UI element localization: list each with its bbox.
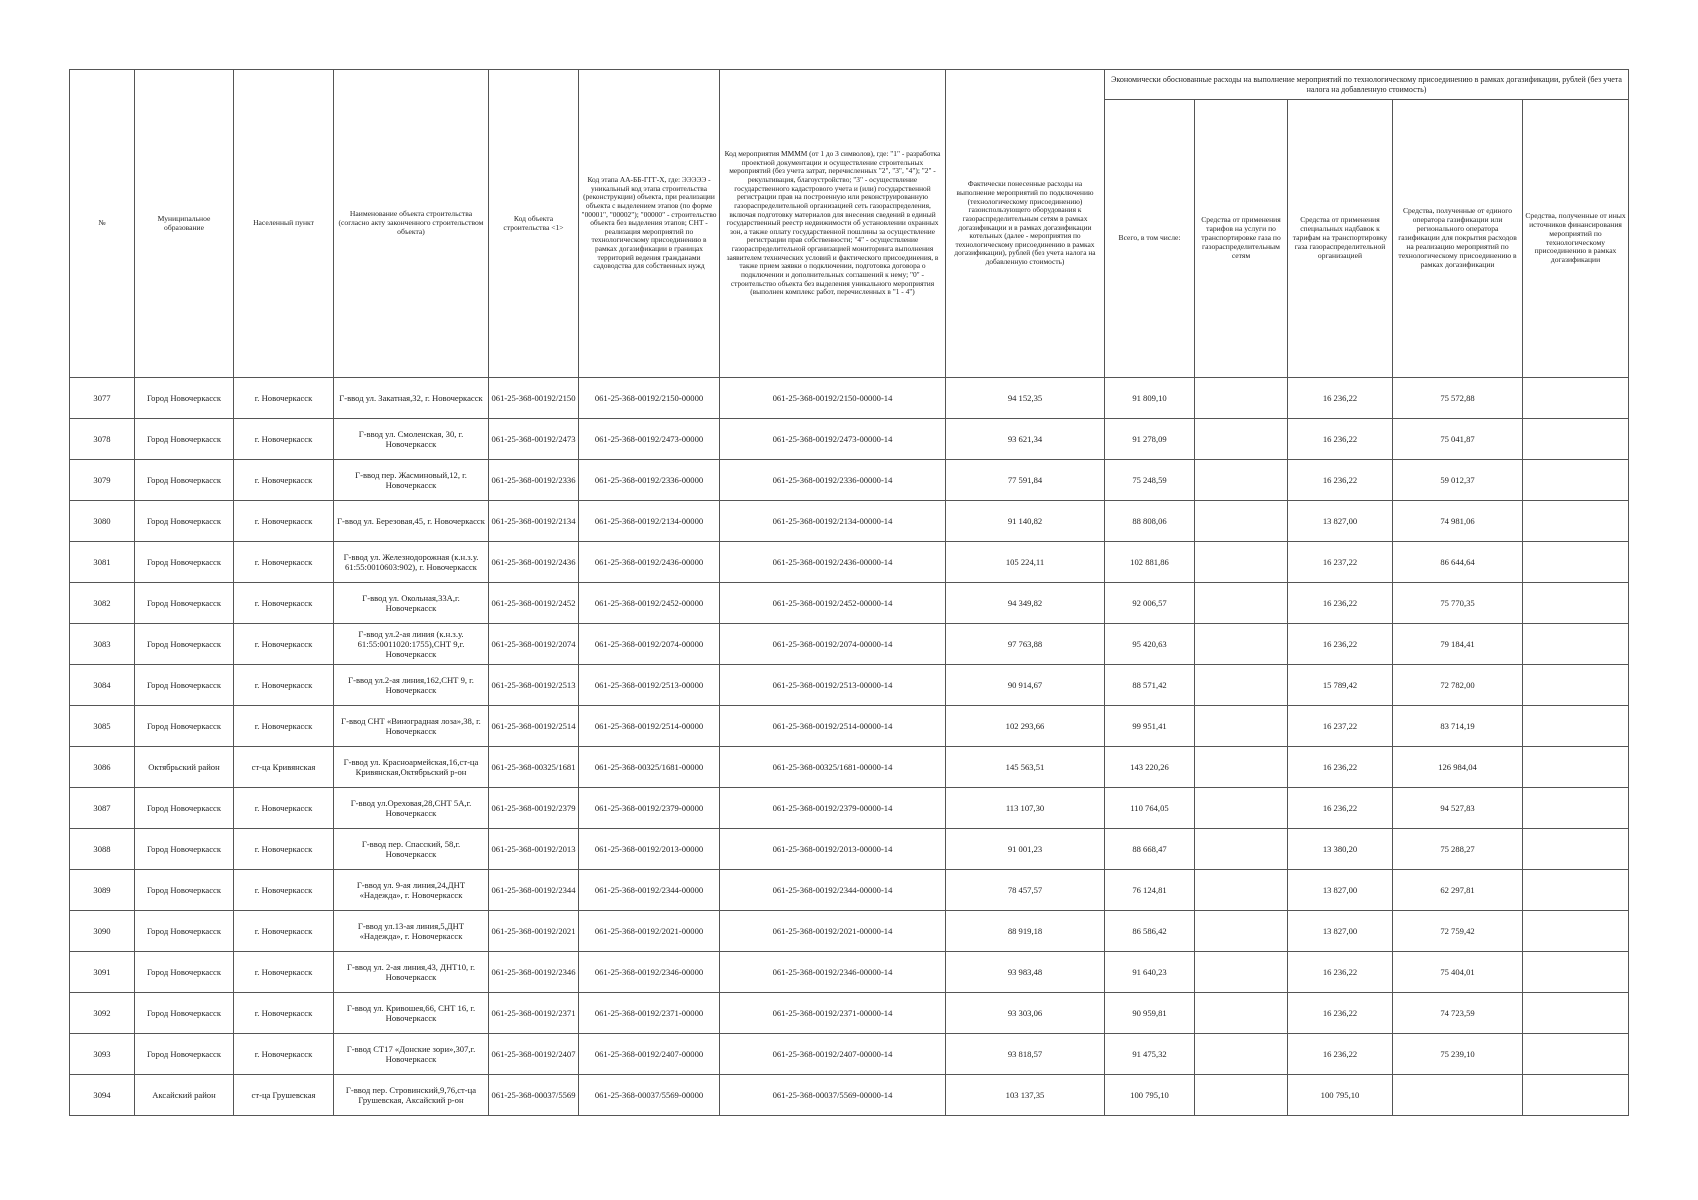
table-row bbox=[70, 460, 1629, 501]
header-surcharge-funds: Средства от применения специальных надбавок к тарифам на транспортировку газа газораспределительной организацией bbox=[1288, 100, 1393, 378]
object-name-cell: Г-ввод пер. Спасский, 58,г. Новочеркасск bbox=[334, 829, 489, 870]
settlement-cell: г. Новочеркасск bbox=[234, 501, 334, 542]
object-code-cell: 061-25-368-00192/2150 bbox=[489, 378, 579, 419]
object-code-cell: 061-25-368-00192/2336 bbox=[489, 460, 579, 501]
operator-funds-cell: 75 239,10 bbox=[1393, 1034, 1523, 1075]
operator-funds-cell: 75 288,27 bbox=[1393, 829, 1523, 870]
stage-code-cell: 061-25-368-00192/2134-00000 bbox=[579, 501, 720, 542]
row-number: 3085 bbox=[70, 706, 135, 747]
total-cell: 76 124,81 bbox=[1105, 870, 1195, 911]
total-cell: 91 278,09 bbox=[1105, 419, 1195, 460]
object-code-cell: 061-25-368-00325/1681 bbox=[489, 747, 579, 788]
row-number: 3094 bbox=[70, 1075, 135, 1116]
activity-code-cell: 061-25-368-00192/2379-00000-14 bbox=[720, 788, 946, 829]
settlement-cell: г. Новочеркасск bbox=[234, 993, 334, 1034]
row-number: 3077 bbox=[70, 378, 135, 419]
tariff-funds-cell bbox=[1195, 542, 1288, 583]
activity-code-cell: 061-25-368-00192/2371-00000-14 bbox=[720, 993, 946, 1034]
operator-funds-cell: 86 644,64 bbox=[1393, 542, 1523, 583]
actual-costs-cell: 94 152,35 bbox=[946, 378, 1105, 419]
object-name-cell: Г-ввод пер. Стровинский,9,76,ст-ца Грушевская, Аксайский р-он bbox=[334, 1075, 489, 1116]
other-funds-cell bbox=[1523, 378, 1629, 419]
row-number: 3091 bbox=[70, 952, 135, 993]
other-funds-cell bbox=[1523, 870, 1629, 911]
operator-funds-cell: 75 572,88 bbox=[1393, 378, 1523, 419]
surcharge-funds-cell: 13 827,00 bbox=[1288, 501, 1393, 542]
operator-funds-cell bbox=[1393, 1075, 1523, 1116]
settlement-cell: ст-ца Грушевская bbox=[234, 1075, 334, 1116]
object-name-cell: Г-ввод ул. 9-ая линия,24,ДНТ «Надежда», г. Новочеркасск bbox=[334, 870, 489, 911]
header-object-code: Код объекта строительства <1> bbox=[489, 70, 579, 378]
actual-costs-cell: 102 293,66 bbox=[946, 706, 1105, 747]
other-funds-cell bbox=[1523, 747, 1629, 788]
municipality-cell: Город Новочеркасск bbox=[135, 911, 234, 952]
table-row bbox=[70, 952, 1629, 993]
stage-code-cell: 061-25-368-00325/1681-00000 bbox=[579, 747, 720, 788]
object-name-cell: Г-ввод ул. Красноармейская,16,ст-ца Кривянская,Октябрьский р-он bbox=[334, 747, 489, 788]
total-cell: 92 006,57 bbox=[1105, 583, 1195, 624]
object-code-cell: 061-25-368-00192/2074 bbox=[489, 624, 579, 665]
surcharge-funds-cell: 13 827,00 bbox=[1288, 870, 1393, 911]
settlement-cell: г. Новочеркасск bbox=[234, 460, 334, 501]
municipality-cell: Город Новочеркасск bbox=[135, 583, 234, 624]
other-funds-cell bbox=[1523, 1034, 1629, 1075]
tariff-funds-cell bbox=[1195, 911, 1288, 952]
settlement-cell: г. Новочеркасск bbox=[234, 788, 334, 829]
actual-costs-cell: 93 303,06 bbox=[946, 993, 1105, 1034]
activity-code-cell: 061-25-368-00192/2407-00000-14 bbox=[720, 1034, 946, 1075]
object-name-cell: Г-ввод ул.13-ая линия,5,ДНТ «Надежда», г. Новочеркасск bbox=[334, 911, 489, 952]
tariff-funds-cell bbox=[1195, 419, 1288, 460]
row-number: 3084 bbox=[70, 665, 135, 706]
object-name-cell: Г-ввод СТ17 «Донские зори»,307,г. Новочеркасск bbox=[334, 1034, 489, 1075]
object-name-cell: Г-ввод ул. Березовая,45, г. Новочеркасск bbox=[334, 501, 489, 542]
table-row bbox=[70, 788, 1629, 829]
operator-funds-cell: 59 012,37 bbox=[1393, 460, 1523, 501]
other-funds-cell bbox=[1523, 952, 1629, 993]
actual-costs-cell: 103 137,35 bbox=[946, 1075, 1105, 1116]
actual-costs-cell: 78 457,57 bbox=[946, 870, 1105, 911]
object-code-cell: 061-25-368-00192/2346 bbox=[489, 952, 579, 993]
actual-costs-cell: 88 919,18 bbox=[946, 911, 1105, 952]
activity-code-cell: 061-25-368-00192/2436-00000-14 bbox=[720, 542, 946, 583]
actual-costs-cell: 93 983,48 bbox=[946, 952, 1105, 993]
settlement-cell: г. Новочеркасск bbox=[234, 1034, 334, 1075]
tariff-funds-cell bbox=[1195, 870, 1288, 911]
header-activity-code: Код мероприятия ММММ (от 1 до 3 символов), где: "1" - разработка проектной документации и осуществление строительных мероприятий (без учета затрат, перечисленных "2", "3", "4"); "2" - рекультивация, благоустройство; "3" - осуществление государственного кадастрового учета и (или) государственной регистрации прав на построенную или реконструированную газораспределительной организацией сеть газораспределения, включая подготовку материалов для внесения сведений в единый государственный реестр недвижимости об установлении охранных зон, а также оплату государственной пошлины за осуществление регистрации прав собственности; "4" - осуществление газораспределительной организацией мониторинга выполнения заявителем технических условий и фактического присоединения, в также прием заявки о подключении, подготовка договора о подключении и дополнительных соглашений к нему; "0" - строительство объекта без выделения уникального мероприятия (выполнен комплекс работ, перечисленных в "1 - 4") bbox=[720, 70, 946, 378]
row-number: 3093 bbox=[70, 1034, 135, 1075]
row-number: 3082 bbox=[70, 583, 135, 624]
table-row bbox=[70, 829, 1629, 870]
stage-code-cell: 061-25-368-00192/2513-00000 bbox=[579, 665, 720, 706]
municipality-cell: Город Новочеркасск bbox=[135, 1034, 234, 1075]
surcharge-funds-cell: 15 789,42 bbox=[1288, 665, 1393, 706]
other-funds-cell bbox=[1523, 993, 1629, 1034]
other-funds-cell bbox=[1523, 460, 1629, 501]
table-body bbox=[70, 378, 1629, 1116]
object-name-cell: Г-ввод СНТ «Виноградная лоза»,38, г. Новочеркасск bbox=[334, 706, 489, 747]
other-funds-cell bbox=[1523, 788, 1629, 829]
settlement-cell: г. Новочеркасск bbox=[234, 378, 334, 419]
activity-code-cell: 061-25-368-00192/2452-00000-14 bbox=[720, 583, 946, 624]
surcharge-funds-cell: 16 237,22 bbox=[1288, 706, 1393, 747]
table-row bbox=[70, 1034, 1629, 1075]
tariff-funds-cell bbox=[1195, 993, 1288, 1034]
object-name-cell: Г-ввод ул. Смоленская, 30, г. Новочеркасск bbox=[334, 419, 489, 460]
table-row bbox=[70, 993, 1629, 1034]
actual-costs-cell: 105 224,11 bbox=[946, 542, 1105, 583]
total-cell: 110 764,05 bbox=[1105, 788, 1195, 829]
header-operator-funds: Средства, полученные от единого оператора газификации или регионального оператора газификации для покрытия расходов на реализацию мероприятий по технологическому присоединению в рамках догазификации bbox=[1393, 100, 1523, 378]
municipality-cell: Город Новочеркасск bbox=[135, 665, 234, 706]
settlement-cell: г. Новочеркасск bbox=[234, 542, 334, 583]
total-cell: 102 881,86 bbox=[1105, 542, 1195, 583]
object-name-cell: Г-ввод ул. 2-ая линия,43, ДНТ10, г. Новочеркасск bbox=[334, 952, 489, 993]
operator-funds-cell: 94 527,83 bbox=[1393, 788, 1523, 829]
settlement-cell: г. Новочеркасск bbox=[234, 624, 334, 665]
surcharge-funds-cell: 13 380,20 bbox=[1288, 829, 1393, 870]
total-cell: 88 808,06 bbox=[1105, 501, 1195, 542]
tariff-funds-cell bbox=[1195, 378, 1288, 419]
actual-costs-cell: 93 621,34 bbox=[946, 419, 1105, 460]
header-justified-costs-group: Экономически обоснованные расходы на выполнение мероприятий по технологическому присоединению в рамках догазификации, рублей (без учета налога на добавленную стоимость) bbox=[1105, 70, 1629, 100]
stage-code-cell: 061-25-368-00192/2514-00000 bbox=[579, 706, 720, 747]
header-tariff-funds: Средства от применения тарифов на услуги по транспортировке газа по газораспределительным сетям bbox=[1195, 100, 1288, 378]
stage-code-cell: 061-25-368-00192/2346-00000 bbox=[579, 952, 720, 993]
municipality-cell: Город Новочеркасск bbox=[135, 993, 234, 1034]
settlement-cell: г. Новочеркасск bbox=[234, 829, 334, 870]
activity-code-cell: 061-25-368-00192/2074-00000-14 bbox=[720, 624, 946, 665]
object-code-cell: 061-25-368-00192/2344 bbox=[489, 870, 579, 911]
operator-funds-cell: 126 984,04 bbox=[1393, 747, 1523, 788]
tariff-funds-cell bbox=[1195, 665, 1288, 706]
surcharge-funds-cell: 16 236,22 bbox=[1288, 788, 1393, 829]
settlement-cell: г. Новочеркасск bbox=[234, 952, 334, 993]
row-number: 3090 bbox=[70, 911, 135, 952]
operator-funds-cell: 74 723,59 bbox=[1393, 993, 1523, 1034]
actual-costs-cell: 145 563,51 bbox=[946, 747, 1105, 788]
object-code-cell: 061-25-368-00192/2513 bbox=[489, 665, 579, 706]
other-funds-cell bbox=[1523, 542, 1629, 583]
activity-code-cell: 061-25-368-00192/2336-00000-14 bbox=[720, 460, 946, 501]
header-municipality: Муниципальное образование bbox=[135, 70, 234, 378]
stage-code-cell: 061-25-368-00192/2379-00000 bbox=[579, 788, 720, 829]
municipality-cell: Город Новочеркасск bbox=[135, 624, 234, 665]
other-funds-cell bbox=[1523, 665, 1629, 706]
row-number: 3087 bbox=[70, 788, 135, 829]
surcharge-funds-cell: 16 236,22 bbox=[1288, 952, 1393, 993]
table-row bbox=[70, 624, 1629, 665]
actual-costs-cell: 91 140,82 bbox=[946, 501, 1105, 542]
surcharge-funds-cell: 16 236,22 bbox=[1288, 747, 1393, 788]
row-number: 3083 bbox=[70, 624, 135, 665]
operator-funds-cell: 75 770,35 bbox=[1393, 583, 1523, 624]
table-row bbox=[70, 1075, 1629, 1116]
object-name-cell: Г-ввод ул.Ореховая,28,СНТ 5А,г. Новочеркасск bbox=[334, 788, 489, 829]
municipality-cell: Город Новочеркасск bbox=[135, 501, 234, 542]
header-settlement: Населенный пункт bbox=[234, 70, 334, 378]
total-cell: 100 795,10 bbox=[1105, 1075, 1195, 1116]
municipality-cell: Город Новочеркасск bbox=[135, 829, 234, 870]
activity-code-cell: 061-25-368-00192/2344-00000-14 bbox=[720, 870, 946, 911]
operator-funds-cell: 83 714,19 bbox=[1393, 706, 1523, 747]
row-number: 3092 bbox=[70, 993, 135, 1034]
header-actual-costs: Фактически понесенные расходы на выполнение мероприятий по подключению (технологическому присоединению) газоиспользующего оборудования к газораспределительным сетям в рамках догазификации и в рамках догазификации котельных (далее - мероприятия по технологическому присоединению в рамках догазификации), рублей (без учета налога на добавленную стоимость) bbox=[946, 70, 1105, 378]
operator-funds-cell: 72 782,00 bbox=[1393, 665, 1523, 706]
stage-code-cell: 061-25-368-00192/2473-00000 bbox=[579, 419, 720, 460]
table-row bbox=[70, 501, 1629, 542]
municipality-cell: Аксайский район bbox=[135, 1075, 234, 1116]
stage-code-cell: 061-25-368-00192/2013-00000 bbox=[579, 829, 720, 870]
row-number: 3081 bbox=[70, 542, 135, 583]
total-cell: 88 668,47 bbox=[1105, 829, 1195, 870]
object-name-cell: Г-ввод пер. Жасминовый,12, г. Новочеркасск bbox=[334, 460, 489, 501]
table-row bbox=[70, 542, 1629, 583]
tariff-funds-cell bbox=[1195, 747, 1288, 788]
activity-code-cell: 061-25-368-00192/2514-00000-14 bbox=[720, 706, 946, 747]
row-number: 3086 bbox=[70, 747, 135, 788]
total-cell: 95 420,63 bbox=[1105, 624, 1195, 665]
activity-code-cell: 061-25-368-00192/2021-00000-14 bbox=[720, 911, 946, 952]
municipality-cell: Город Новочеркасск bbox=[135, 419, 234, 460]
object-code-cell: 061-25-368-00192/2021 bbox=[489, 911, 579, 952]
surcharge-funds-cell: 16 236,22 bbox=[1288, 378, 1393, 419]
table-row bbox=[70, 583, 1629, 624]
table-row bbox=[70, 665, 1629, 706]
municipality-cell: Город Новочеркасск bbox=[135, 952, 234, 993]
operator-funds-cell: 72 759,42 bbox=[1393, 911, 1523, 952]
actual-costs-cell: 77 591,84 bbox=[946, 460, 1105, 501]
tariff-funds-cell bbox=[1195, 788, 1288, 829]
object-code-cell: 061-25-368-00192/2371 bbox=[489, 993, 579, 1034]
row-number: 3088 bbox=[70, 829, 135, 870]
activity-code-cell: 061-25-368-00192/2013-00000-14 bbox=[720, 829, 946, 870]
object-code-cell: 061-25-368-00192/2452 bbox=[489, 583, 579, 624]
table-row bbox=[70, 911, 1629, 952]
municipality-cell: Город Новочеркасск bbox=[135, 870, 234, 911]
object-name-cell: Г-ввод ул.2-ая линия (к.н.з.у. 61:55:0011020:1755),СНТ 9,г. Новочеркасск bbox=[334, 624, 489, 665]
actual-costs-cell: 91 001,23 bbox=[946, 829, 1105, 870]
tariff-funds-cell bbox=[1195, 460, 1288, 501]
surcharge-funds-cell: 16 236,22 bbox=[1288, 583, 1393, 624]
municipality-cell: Город Новочеркасск bbox=[135, 706, 234, 747]
activity-code-cell: 061-25-368-00192/2150-00000-14 bbox=[720, 378, 946, 419]
object-code-cell: 061-25-368-00192/2436 bbox=[489, 542, 579, 583]
total-cell: 90 959,81 bbox=[1105, 993, 1195, 1034]
stage-code-cell: 061-25-368-00192/2407-00000 bbox=[579, 1034, 720, 1075]
other-funds-cell bbox=[1523, 624, 1629, 665]
object-code-cell: 061-25-368-00037/5569 bbox=[489, 1075, 579, 1116]
activity-code-cell: 061-25-368-00192/2513-00000-14 bbox=[720, 665, 946, 706]
header-number: № bbox=[70, 70, 135, 378]
activity-code-cell: 061-25-368-00037/5569-00000-14 bbox=[720, 1075, 946, 1116]
actual-costs-cell: 94 349,82 bbox=[946, 583, 1105, 624]
actual-costs-cell: 90 914,67 bbox=[946, 665, 1105, 706]
object-code-cell: 061-25-368-00192/2514 bbox=[489, 706, 579, 747]
settlement-cell: г. Новочеркасск bbox=[234, 870, 334, 911]
municipality-cell: Октябрьский район bbox=[135, 747, 234, 788]
table-row bbox=[70, 747, 1629, 788]
other-funds-cell bbox=[1523, 1075, 1629, 1116]
surcharge-funds-cell: 100 795,10 bbox=[1288, 1075, 1393, 1116]
stage-code-cell: 061-25-368-00192/2371-00000 bbox=[579, 993, 720, 1034]
total-cell: 91 809,10 bbox=[1105, 378, 1195, 419]
tariff-funds-cell bbox=[1195, 1075, 1288, 1116]
object-name-cell: Г-ввод ул. Кривошея,66, СНТ 16, г. Новочеркасск bbox=[334, 993, 489, 1034]
row-number: 3080 bbox=[70, 501, 135, 542]
activity-code-cell: 061-25-368-00325/1681-00000-14 bbox=[720, 747, 946, 788]
header-total: Всего, в том числе: bbox=[1105, 100, 1195, 378]
municipality-cell: Город Новочеркасск bbox=[135, 378, 234, 419]
settlement-cell: г. Новочеркасск bbox=[234, 706, 334, 747]
header-other-funds: Средства, полученные от иных источников финансирования мероприятий по технологическому присоединению в рамках догазификации bbox=[1523, 100, 1629, 378]
stage-code-cell: 061-25-368-00192/2150-00000 bbox=[579, 378, 720, 419]
object-code-cell: 061-25-368-00192/2013 bbox=[489, 829, 579, 870]
table-row bbox=[70, 419, 1629, 460]
surcharge-funds-cell: 16 236,22 bbox=[1288, 460, 1393, 501]
other-funds-cell bbox=[1523, 501, 1629, 542]
object-code-cell: 061-25-368-00192/2473 bbox=[489, 419, 579, 460]
total-cell: 88 571,42 bbox=[1105, 665, 1195, 706]
stage-code-cell: 061-25-368-00192/2436-00000 bbox=[579, 542, 720, 583]
surcharge-funds-cell: 16 236,22 bbox=[1288, 993, 1393, 1034]
object-code-cell: 061-25-368-00192/2379 bbox=[489, 788, 579, 829]
row-number: 3078 bbox=[70, 419, 135, 460]
total-cell: 75 248,59 bbox=[1105, 460, 1195, 501]
row-number: 3079 bbox=[70, 460, 135, 501]
total-cell: 91 475,32 bbox=[1105, 1034, 1195, 1075]
tariff-funds-cell bbox=[1195, 501, 1288, 542]
header-object-name: Наименование объекта строительства (согласно акту законченного строительством объекта) bbox=[334, 70, 489, 378]
object-name-cell: Г-ввод ул. Окольная,33А,г. Новочеркасск bbox=[334, 583, 489, 624]
table-header bbox=[70, 70, 1629, 378]
stage-code-cell: 061-25-368-00037/5569-00000 bbox=[579, 1075, 720, 1116]
operator-funds-cell: 62 297,81 bbox=[1393, 870, 1523, 911]
tariff-funds-cell bbox=[1195, 952, 1288, 993]
total-cell: 99 951,41 bbox=[1105, 706, 1195, 747]
object-code-cell: 061-25-368-00192/2134 bbox=[489, 501, 579, 542]
other-funds-cell bbox=[1523, 706, 1629, 747]
operator-funds-cell: 75 041,87 bbox=[1393, 419, 1523, 460]
row-number: 3089 bbox=[70, 870, 135, 911]
object-name-cell: Г-ввод ул.2-ая линия,162,СНТ 9, г. Новочеркасск bbox=[334, 665, 489, 706]
other-funds-cell bbox=[1523, 419, 1629, 460]
surcharge-funds-cell: 16 236,22 bbox=[1288, 1034, 1393, 1075]
other-funds-cell bbox=[1523, 911, 1629, 952]
object-name-cell: Г-ввод ул. Железнодорожная (к.н.з.у. 61:55:0010603:902), г. Новочеркасск bbox=[334, 542, 489, 583]
actual-costs-cell: 113 107,30 bbox=[946, 788, 1105, 829]
dogazification-costs-table bbox=[69, 69, 1629, 1116]
surcharge-funds-cell: 13 827,00 bbox=[1288, 911, 1393, 952]
other-funds-cell bbox=[1523, 583, 1629, 624]
operator-funds-cell: 79 184,41 bbox=[1393, 624, 1523, 665]
object-name-cell: Г-ввод ул. Закатная,32, г. Новочеркасск bbox=[334, 378, 489, 419]
other-funds-cell bbox=[1523, 829, 1629, 870]
settlement-cell: г. Новочеркасск bbox=[234, 911, 334, 952]
table-row bbox=[70, 870, 1629, 911]
stage-code-cell: 061-25-368-00192/2074-00000 bbox=[579, 624, 720, 665]
municipality-cell: Город Новочеркасск bbox=[135, 542, 234, 583]
municipality-cell: Город Новочеркасск bbox=[135, 788, 234, 829]
activity-code-cell: 061-25-368-00192/2134-00000-14 bbox=[720, 501, 946, 542]
municipality-cell: Город Новочеркасск bbox=[135, 460, 234, 501]
settlement-cell: г. Новочеркасск bbox=[234, 665, 334, 706]
stage-code-cell: 061-25-368-00192/2336-00000 bbox=[579, 460, 720, 501]
stage-code-cell: 061-25-368-00192/2344-00000 bbox=[579, 870, 720, 911]
activity-code-cell: 061-25-368-00192/2346-00000-14 bbox=[720, 952, 946, 993]
actual-costs-cell: 93 818,57 bbox=[946, 1034, 1105, 1075]
tariff-funds-cell bbox=[1195, 583, 1288, 624]
surcharge-funds-cell: 16 236,22 bbox=[1288, 419, 1393, 460]
operator-funds-cell: 75 404,01 bbox=[1393, 952, 1523, 993]
settlement-cell: ст-ца Кривянская bbox=[234, 747, 334, 788]
settlement-cell: г. Новочеркасск bbox=[234, 419, 334, 460]
tariff-funds-cell bbox=[1195, 706, 1288, 747]
table-row bbox=[70, 706, 1629, 747]
total-cell: 91 640,23 bbox=[1105, 952, 1195, 993]
surcharge-funds-cell: 16 236,22 bbox=[1288, 624, 1393, 665]
stage-code-cell: 061-25-368-00192/2452-00000 bbox=[579, 583, 720, 624]
tariff-funds-cell bbox=[1195, 624, 1288, 665]
tariff-funds-cell bbox=[1195, 1034, 1288, 1075]
object-code-cell: 061-25-368-00192/2407 bbox=[489, 1034, 579, 1075]
tariff-funds-cell bbox=[1195, 829, 1288, 870]
activity-code-cell: 061-25-368-00192/2473-00000-14 bbox=[720, 419, 946, 460]
operator-funds-cell: 74 981,06 bbox=[1393, 501, 1523, 542]
total-cell: 143 220,26 bbox=[1105, 747, 1195, 788]
header-stage-code: Код этапа АА-ББ-ГГГ-Х, где: ЭЭЭЭЭ - уникальный код этапа строительства (реконструкции) объекта, при реализации объекта с выделением этапов (по форме "00001", "00002"); "00000" - строительство объекта без выделения этапов; СНТ - реализация мероприятий по технологическому присоединению в рамках догазификации в границах территорий ведения гражданами садоводства для собственных нужд bbox=[579, 70, 720, 378]
stage-code-cell: 061-25-368-00192/2021-00000 bbox=[579, 911, 720, 952]
table-row bbox=[70, 378, 1629, 419]
settlement-cell: г. Новочеркасск bbox=[234, 583, 334, 624]
surcharge-funds-cell: 16 237,22 bbox=[1288, 542, 1393, 583]
actual-costs-cell: 97 763,88 bbox=[946, 624, 1105, 665]
total-cell: 86 586,42 bbox=[1105, 911, 1195, 952]
